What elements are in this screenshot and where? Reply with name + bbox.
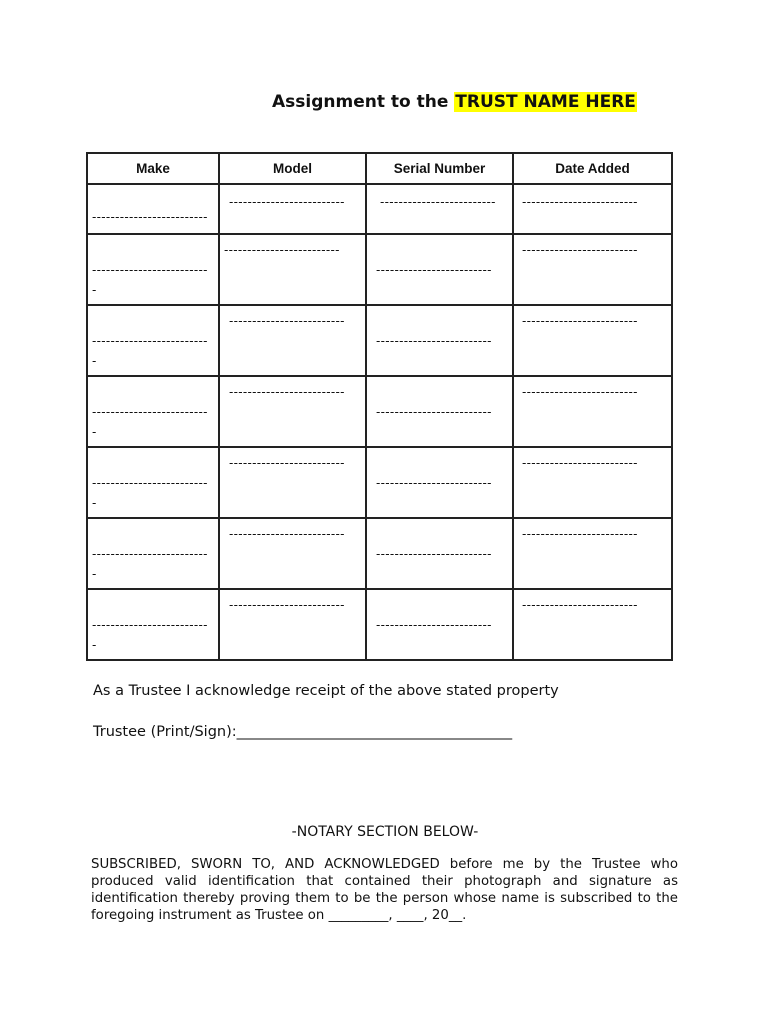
table-row: [87, 234, 672, 305]
date-cell[interactable]: [513, 376, 672, 447]
serial-cell[interactable]: [366, 184, 513, 234]
table-header-row: [87, 153, 672, 184]
date-cell[interactable]: [513, 518, 672, 589]
model-blank: -------------------------: [229, 385, 345, 399]
make-cell[interactable]: [87, 376, 219, 447]
model-cell[interactable]: [219, 234, 366, 305]
model-blank: -------------------------: [224, 243, 340, 257]
make-blank: -------------------------: [92, 405, 208, 419]
model-blank: -------------------------: [229, 456, 345, 470]
serial-cell[interactable]: [366, 589, 513, 660]
model-cell[interactable]: [219, 447, 366, 518]
table-row: [87, 184, 672, 234]
table-row: [87, 518, 672, 589]
notary-section-heading: -NOTARY SECTION BELOW-: [291, 824, 479, 840]
serial-cell[interactable]: [366, 518, 513, 589]
header-model: Model: [219, 153, 366, 184]
property-table: [86, 152, 673, 661]
serial-cell[interactable]: [366, 376, 513, 447]
table-row: [87, 589, 672, 660]
make-cell[interactable]: [87, 234, 219, 305]
serial-blank: -------------------------: [376, 263, 492, 277]
date-blank: -------------------------: [522, 456, 638, 470]
document-title: [272, 92, 637, 112]
make-blank-tail: -: [92, 496, 97, 510]
date-cell[interactable]: [513, 184, 672, 234]
date-cell[interactable]: [513, 589, 672, 660]
header-date-added: Date Added: [513, 153, 672, 184]
acknowledgment-text: As a Trustee I acknowledge receipt of the above stated property: [93, 683, 559, 699]
header-serial-number: Serial Number: [366, 153, 513, 184]
make-blank: -------------------------: [92, 334, 208, 348]
header-make: Make: [87, 153, 219, 184]
model-blank: -------------------------: [229, 195, 345, 209]
make-blank: -------------------------: [92, 547, 208, 561]
serial-cell[interactable]: [366, 234, 513, 305]
date-blank: -------------------------: [522, 385, 638, 399]
make-blank: -------------------------: [92, 263, 208, 277]
make-blank-tail: -: [92, 354, 97, 368]
table-row: [87, 305, 672, 376]
make-blank-tail: -: [92, 638, 97, 652]
make-cell[interactable]: [87, 447, 219, 518]
date-blank: -------------------------: [522, 314, 638, 328]
serial-blank: -------------------------: [376, 618, 492, 632]
date-cell[interactable]: [513, 234, 672, 305]
date-cell[interactable]: [513, 305, 672, 376]
date-blank: -------------------------: [522, 527, 638, 541]
make-blank: -------------------------: [92, 210, 208, 224]
date-blank: -------------------------: [522, 195, 638, 209]
make-cell[interactable]: [87, 184, 219, 234]
date-blank: -------------------------: [522, 598, 638, 612]
model-cell[interactable]: [219, 589, 366, 660]
serial-cell[interactable]: [366, 305, 513, 376]
serial-blank: -------------------------: [376, 547, 492, 561]
model-blank: -------------------------: [229, 314, 345, 328]
title-prefix: Assignment to the: [272, 92, 455, 112]
make-cell[interactable]: [87, 518, 219, 589]
table-row: [87, 447, 672, 518]
model-blank: -------------------------: [229, 527, 345, 541]
trustee-signature-line[interactable]: Trustee (Print/Sign):______________________________________: [93, 724, 513, 740]
model-cell[interactable]: [219, 518, 366, 589]
make-cell[interactable]: [87, 589, 219, 660]
model-cell[interactable]: [219, 376, 366, 447]
date-cell[interactable]: [513, 447, 672, 518]
date-blank: -------------------------: [522, 243, 638, 257]
make-blank: -------------------------: [92, 618, 208, 632]
model-cell[interactable]: [219, 184, 366, 234]
table-row: [87, 376, 672, 447]
make-blank-tail: -: [92, 567, 97, 581]
model-blank: -------------------------: [229, 598, 345, 612]
make-blank-tail: -: [92, 425, 97, 439]
make-cell[interactable]: [87, 305, 219, 376]
serial-blank: -------------------------: [376, 405, 492, 419]
serial-blank: -------------------------: [376, 334, 492, 348]
serial-cell[interactable]: [366, 447, 513, 518]
make-blank-tail: -: [92, 283, 97, 297]
serial-blank: -------------------------: [376, 476, 492, 490]
serial-blank: -------------------------: [380, 195, 496, 209]
model-cell[interactable]: [219, 305, 366, 376]
trust-name-placeholder[interactable]: TRUST NAME HERE: [455, 92, 636, 112]
notary-statement: SUBSCRIBED, SWORN TO, AND ACKNOWLEDGED before me by the Trustee who produced valid identification that contained their photograph and signature as identification thereby proving them to be the person whose name is subscribed to the foregoing instrument as Trustee on _________, ____, 20__.: [91, 857, 678, 923]
make-blank: -------------------------: [92, 476, 208, 490]
